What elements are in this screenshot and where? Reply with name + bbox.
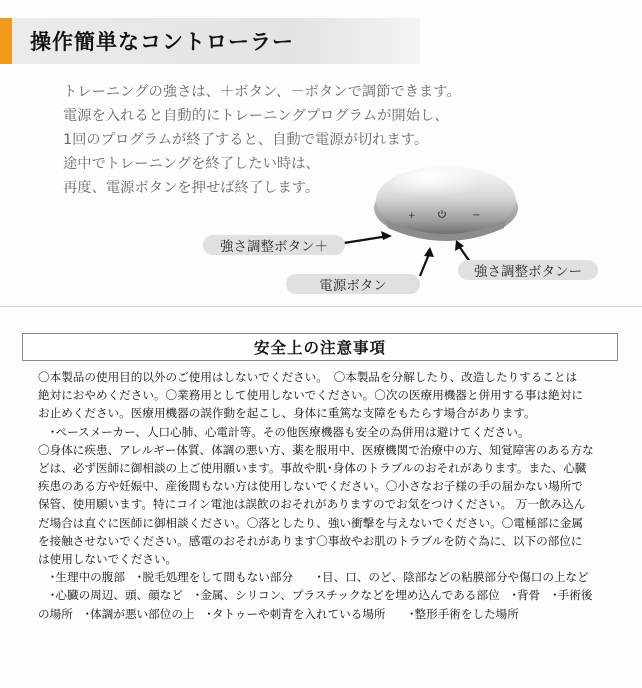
notice-line: は使用しないでください。 bbox=[38, 552, 178, 567]
notice-line: 保管、使用願います。特にコイン電池は誤飲のおそれがありますのでお気をつけください。 万一飲み込ん bbox=[38, 497, 586, 512]
intro-line: 電源を入れると自動的にトレーニングプログラムが開始し、 bbox=[63, 108, 449, 124]
intro-line: トレーニングの強さは、＋ボタン、－ボタンで調節できます。 bbox=[63, 84, 461, 100]
safety-notice-heading: 安全上の注意事項 bbox=[22, 333, 618, 361]
notice-line: お止めください。医療用機器の誤作動を起こし、身体に重篤な支障をもたらす場合があります。 bbox=[38, 406, 536, 421]
notice-line: 絶対におやめください。〇業務用として使用しないでください。〇次の医療用機器と併用する事は絶対に bbox=[38, 388, 583, 403]
intro-line: 1回のプログラムが終了すると、自動で電源が切れます。 bbox=[63, 132, 429, 148]
callout-minus-button: 強さ調整ボタンー bbox=[458, 260, 598, 280]
power-arrow-head bbox=[424, 247, 434, 257]
section-divider bbox=[0, 306, 642, 307]
notice-line: 〇本製品の使用目的以外のご使用はしないでください。 〇本製品を分解したり、改造したりすることは bbox=[38, 370, 578, 384]
notice-line: を接触させないでください。感電のおそれがあります〇事故やお肌のトラブルを防ぐ為に、以下の部位に bbox=[38, 533, 583, 548]
callout-power-button: 電源ボタン bbox=[286, 274, 420, 294]
safety-notice-body bbox=[38, 368, 608, 623]
notice-line: ･生理中の腹部 ･脱毛処理をして間もない部分 ･目、口、のど、陰部などの粘膜部分や傷口の上など bbox=[38, 570, 589, 585]
notice-line: 疾患のある方や妊娠中、産後間もない方は使用しないでください。〇小さなお子様の手の届かない場所で bbox=[38, 479, 583, 494]
controller-device-illustration bbox=[372, 160, 520, 242]
intro-line: 再度、電源ボタンを押せば終了します。 bbox=[63, 180, 320, 196]
notice-line: だ場合は直ぐに医師に御相談ください。〇落としたり、強い衝撃を与えないでください。〇電極部に金属 bbox=[38, 515, 583, 530]
header-accent-bar bbox=[0, 18, 12, 64]
device-highlight bbox=[392, 170, 484, 202]
notice-line: どは、必ず医師に御相談の上ご使用願います。事故や肌･身体のトラブルのおそれがあります。また、心臓 bbox=[38, 461, 587, 476]
notice-line: 〇身体に疾患、アレルギー体質、体調の悪い方、薬を服用中、医療機関で治療中の方、知覚障害のある方な bbox=[38, 442, 594, 457]
notice-line: ･ペースメーカー、人口心肺、心電計等。その他医療機器も安全の為併用は避けてください。 bbox=[38, 424, 530, 439]
notice-line: ･心臓の周辺、頭、顔など ･金属、シリコン、プラスチックなどを埋め込んである部位 ･背骨 ･手術後 bbox=[38, 588, 593, 603]
callout-plus-button: 強さ調整ボタン＋ bbox=[203, 235, 345, 255]
minus-symbol: − bbox=[472, 210, 481, 221]
page-title: 操作簡単なコントローラー bbox=[30, 30, 294, 54]
page-header bbox=[0, 18, 420, 64]
power-leader-line bbox=[420, 254, 429, 276]
notice-line: の場所 ･体調が悪い部位の上 ･タトゥーや刺青を入れている場所 ･整形手術をした場所 bbox=[38, 606, 519, 621]
intro-line: 途中でトレーニングを終了したい時は、 bbox=[63, 156, 320, 172]
plus-symbol: + bbox=[408, 211, 416, 221]
